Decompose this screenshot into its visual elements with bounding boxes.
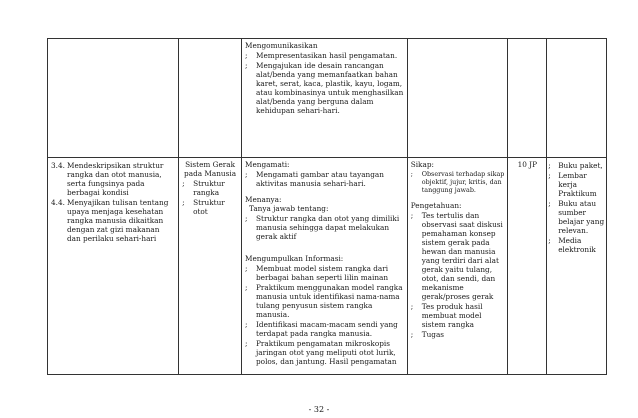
sources-cell: [547, 158, 607, 375]
material-title: Sistem Gerak pada Manusia: [184, 160, 237, 178]
material-list: [182, 179, 238, 216]
material-cell: [179, 158, 242, 375]
list-item-text: Media elektronik: [558, 236, 596, 254]
bullet-marker: ;: [410, 170, 413, 178]
observe-heading: Mengamati:: [245, 160, 290, 169]
competency-item: [51, 161, 175, 197]
bullet-marker: ;: [245, 214, 248, 223]
list-item-text: Tes produk hasil membuat model sistem rangka: [421, 302, 483, 329]
ask-heading: Menanya:: [245, 195, 282, 204]
list-item-text: Mengajukan ide desain rancangan alat/benda yang memanfaatkan bahan karet, serat, kaca, plastik, kayu, logam, atau kombinasinya untuk menghasilkan alat/benda yang berguna dalam kehidupan sehari-hari.: [256, 61, 404, 115]
list-item: [245, 283, 404, 319]
bullet-marker: ;: [548, 161, 551, 170]
list-item: [245, 170, 404, 188]
list-item: [245, 339, 404, 366]
list-item-text: Identifikasi macam-macam sendi yang terdapat pada rangka manusia.: [256, 320, 398, 338]
competency-text: Menyajikan tulisan tentang upaya menjaga kesehatan rangka manusia dikaitkan dengan zat gizi makanan dan perilaku sehari-hari: [67, 198, 169, 243]
list-item-text: Struktur rangka dan otot yang dimiliki manusia sehingga dapat melakukan gerak aktif: [256, 214, 400, 241]
bullet-marker: ;: [182, 179, 185, 188]
table-row: [48, 39, 607, 158]
list-item-text: Struktur rangka: [193, 179, 225, 197]
list-item: [548, 236, 605, 254]
communicate-heading: Mengomunikasikan: [245, 41, 318, 50]
bullet-marker: ;: [182, 198, 185, 207]
list-item: [182, 198, 238, 216]
empty-cell: [179, 39, 242, 158]
list-item: [245, 264, 404, 282]
list-item-text: Observasi terhadap sikap objektif, jujur, kritis, dan tanggung jawab.: [421, 170, 505, 194]
list-item-text: Lembar kerja Praktikum: [558, 171, 597, 198]
bullet-marker: ;: [245, 264, 248, 273]
syllabus-table: [47, 38, 607, 375]
bullet-marker: ;: [548, 236, 551, 245]
bullet-marker: ;: [245, 170, 248, 179]
bullet-marker: ;: [548, 199, 551, 208]
bullet-marker: ;: [245, 51, 248, 60]
bullet-marker: ;: [548, 171, 551, 180]
list-item-text: Tugas: [421, 330, 445, 339]
list-item: [411, 302, 505, 329]
list-item: [245, 61, 404, 115]
empty-cell: [508, 39, 547, 158]
competency-cell: [48, 158, 179, 375]
bullet-marker: ;: [410, 302, 414, 311]
list-item: [245, 214, 404, 241]
ask-intro: Tanya jawab tentang:: [249, 204, 329, 213]
bullet-marker: ;: [245, 339, 248, 348]
list-item-text: Mempresentasikan hasil pengamatan.: [256, 51, 398, 60]
empty-cell: [547, 39, 607, 158]
bullet-marker: ;: [410, 330, 414, 339]
list-item-text: Tes tertulis dan observasi saat diskusi pemahaman konsep sistem gerak pada hewan dan manusia yang terdiri dari alat gerak yaitu tulang, otot, dan sendi, dan mekanisme gerak/proses gerak: [421, 211, 503, 301]
time-cell: [508, 158, 547, 375]
empty-cell: [407, 39, 508, 158]
list-item-text: Praktikum menggunakan model rangka manusia untuk identifikasi nama-nama tulang penyusun sistem rangka manusia.: [256, 283, 403, 319]
bullet-marker: ;: [245, 283, 248, 292]
list-item-text: Mengamati gambar atau tayangan aktivitas manusia sehari-hari.: [256, 170, 384, 188]
bullet-marker: ;: [245, 61, 248, 70]
knowledge-list: [411, 211, 505, 339]
list-item: [548, 199, 605, 235]
list-item-text: Struktur otot: [193, 198, 225, 216]
page-number: - 32 -: [308, 405, 330, 414]
time-allocation: 10 JP: [517, 160, 538, 169]
table-row: [48, 158, 607, 375]
competency-text: Mendeskripsikan struktur rangka dan otot manusia, serta fungsinya pada berbagai kondisi: [67, 161, 164, 197]
list-item: [411, 330, 505, 339]
competency-item: [51, 198, 175, 243]
competency-number: 3.4.: [51, 161, 65, 170]
empty-cell: [48, 39, 179, 158]
list-item: [245, 51, 404, 60]
collect-heading: Mengumpulkan Informasi:: [245, 254, 344, 263]
list-item: [411, 170, 505, 194]
list-item: [548, 161, 605, 170]
ask-list: [245, 214, 404, 241]
list-item: [182, 179, 238, 197]
list-item-text: Buku atau sumber belajar yang relevan.: [558, 199, 605, 235]
bullet-marker: ;: [410, 211, 414, 220]
communicate-cell: [242, 39, 408, 158]
assessment-cell: [407, 158, 508, 375]
observe-list: [245, 170, 404, 188]
learning-cell: [242, 158, 408, 375]
list-item: [245, 320, 404, 338]
list-item-text: Buku paket,: [558, 161, 603, 170]
competency-number: 4.4.: [51, 198, 65, 207]
competency-list: [51, 161, 175, 243]
list-item: [548, 171, 605, 198]
list-item-text: Praktikum pengamatan mikroskopis jaringan otot yang meliputi otot lurik, polos, dan jantung. Hasil pengamatan: [256, 339, 397, 366]
list-item: [411, 211, 505, 301]
knowledge-heading: Pengetahuan:: [410, 201, 462, 210]
communicate-list: [245, 51, 404, 115]
bullet-marker: ;: [245, 320, 248, 329]
collect-list: [245, 264, 404, 366]
list-item-text: Membuat model sistem rangka dari berbagai bahan seperti lilin mainan: [256, 264, 389, 282]
sources-list: [548, 161, 605, 254]
attitude-list: [411, 170, 505, 194]
attitude-heading: Sikap:: [410, 160, 434, 169]
